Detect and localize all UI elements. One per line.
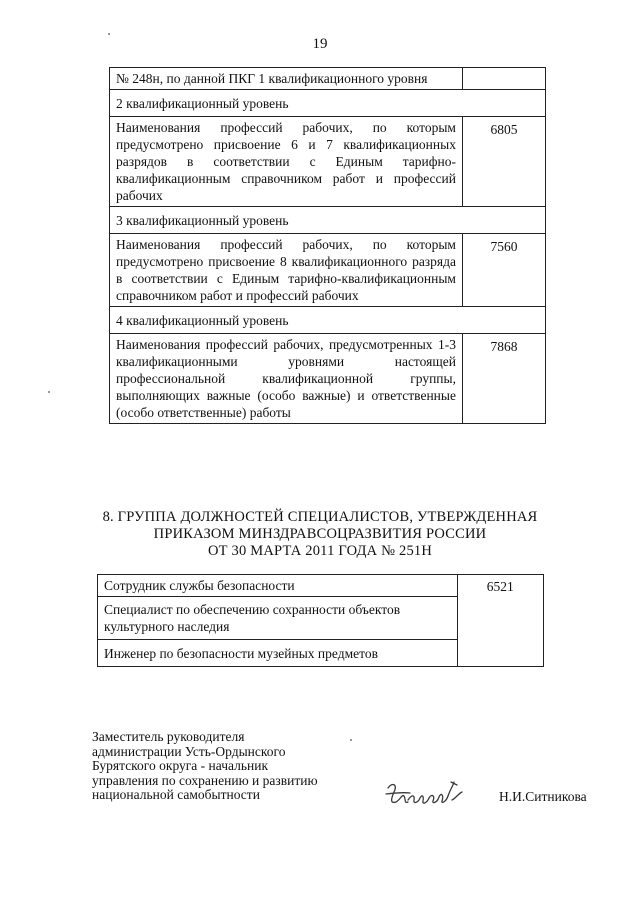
- table-cell-name: Сотрудник службы безопасности: [98, 575, 458, 597]
- table-cell-value: 7868: [462, 334, 545, 424]
- qualification-level-heading: 4 квалификационный уровень: [110, 307, 546, 334]
- section-title-line: ОТ 30 МАРТА 2011 ГОДА № 251Н: [207, 543, 433, 559]
- scan-speck: [108, 33, 110, 35]
- signatory-position-line: администрации Усть-Ордынского: [92, 743, 286, 759]
- table-row: [110, 334, 546, 424]
- table-cell-name: № 248н, по данной ПКГ 1 квалификационного уровня: [110, 68, 463, 90]
- section-title-line: 8. ГРУППА ДОЛЖНОСТЕЙ СПЕЦИАЛИСТОВ, УТВЕРЖДЕННАЯ: [102, 509, 538, 525]
- scan-speck: [350, 739, 352, 741]
- qualification-level-heading: 2 квалификационный уровень: [110, 90, 546, 117]
- salary-table-workers: [109, 67, 546, 424]
- table-cell-value: [462, 68, 545, 90]
- table-row-level: [110, 90, 546, 117]
- scan-speck: [48, 391, 50, 393]
- section-title-line: ПРИКАЗОМ МИНЗДРАВСОЦРАЗВИТИЯ РОССИИ: [153, 526, 487, 542]
- signatory-position-line: Заместитель руководителя: [92, 729, 245, 744]
- table-cell-name: Инженер по безопасности музейных предметов: [98, 640, 458, 667]
- table-row: [110, 117, 546, 207]
- table-cell-value: 6805: [462, 117, 545, 207]
- signatory-name: Н.И.Ситникова: [499, 789, 587, 804]
- handwritten-signature: [382, 776, 468, 812]
- page-number: 19: [312, 36, 328, 52]
- salary-table-specialists: [97, 574, 544, 667]
- table-cell-name: Наименования профессий рабочих, по которым предусмотрено присвоение 8 квалификационного разряда в соответствии с Единым тарифно-квалификационным справочником работ и профессий рабочих: [110, 234, 463, 307]
- table-row-level: [110, 207, 546, 234]
- table-cell-name: Специалист по обеспечению сохранности объектов культурного наследия: [98, 597, 458, 640]
- table-cell-value: 6521: [457, 575, 543, 667]
- qualification-level-heading: 3 квалификационный уровень: [110, 207, 546, 234]
- signatory-position-line: управления по сохранению и развитию: [92, 772, 318, 788]
- table-row: [110, 234, 546, 307]
- table-cell-name: Наименования профессий рабочих, предусмотренных 1-3 квалификационными уровнями настоящей профессиональной квалификационной группы, выполняющих важные (особо важные) и ответственные (особо ответственные) работы: [110, 334, 463, 424]
- section-title: [0, 509, 640, 560]
- table-cell-value: 7560: [462, 234, 545, 307]
- table-row: [110, 68, 546, 90]
- table-cell-name: Наименования профессий рабочих, по которым предусмотрено присвоение 6 и 7 квалификационных разрядов в соответствии с Единым тарифно-квалификационным справочником работ и профессий рабочих: [110, 117, 463, 207]
- table-row-level: [110, 307, 546, 334]
- signatory-position-line: Бурятского округа - начальник: [92, 758, 269, 773]
- signatory-position-line: национальной самобытности: [92, 787, 260, 802]
- signatory-position: [92, 730, 318, 803]
- table-row: [98, 575, 544, 597]
